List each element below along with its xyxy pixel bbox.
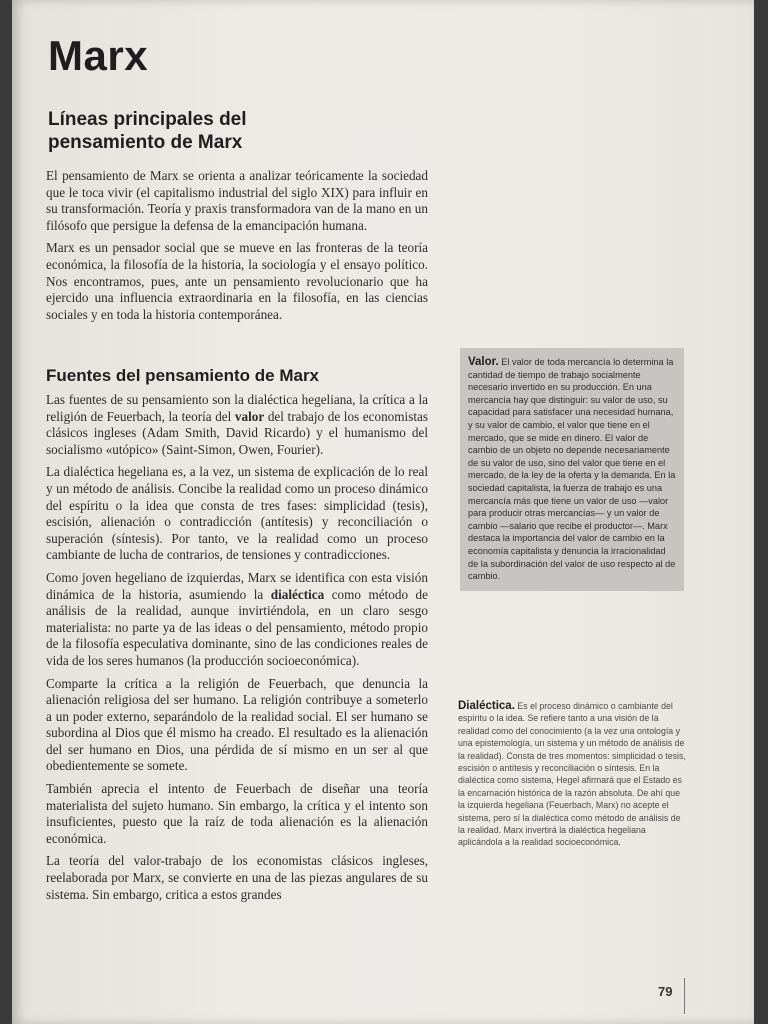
glossary-term: Dialéctica. (458, 700, 515, 712)
glossary-note-dialectica (458, 700, 686, 849)
glossary-term: Valor. (468, 356, 499, 368)
section-heading-main-lines: Líneas principales del pensamiento de Marx (48, 109, 247, 153)
text-run: como método de análisis de la realidad, aunque invirtiéndola, en un claro sesgo materialista: no parte ya de las ideas o del pensamiento, método propio de la filosofía especulativa dominante, sino de las condiciones reales de vida de los seres humanos (la producción socioeconómica). (46, 586, 428, 668)
book-page (12, 0, 754, 1024)
page-number-rule (684, 978, 685, 1014)
page-number: 79 (658, 984, 673, 999)
paragraph-value-labor: La teoría del valor-trabajo de los economistas clásicos ingleses, reelaborada por Marx, se convierte en una de las piezas angulares de su sistema. Sin embargo, critica a estos grandes (46, 853, 428, 902)
paragraph-1: El pensamiento de Marx se orienta a analizar teóricamente la sociedad que le toca vivir (el capitalismo industrial del siglo XIX) para influir en su transformación. Teoría y praxis transformadora van de la mano en un filósofo que persigue la defensa de la emancipación humana. (46, 168, 428, 233)
sources-text-block (46, 392, 428, 909)
section-heading-sources: Fuentes del pensamiento de Marx (46, 366, 320, 385)
text-run: Como joven hegeliano de izquierdas, Marx se identifica con esta visión dinámica de la historia, asumiendo la (46, 569, 428, 602)
glossary-definition: El valor de toda mercancía lo determina la cantidad de tiempo de trabajo socialmente necesario invertido en su producción. En una mercancía hay que distinguir: su valor de uso, su capacidad para satisfacer una necesidad humana, y su valor de cambio, el valor que tiene en el mercado, que se mide en dinero. El valor de cambio de un objeto no depende necesariamente de su valor de uso, sino del valor que tiene en el mercado, de la ley de la oferta y la demanda. En la sociedad capitalista, la fuerza de trabajo es una mercancía más que tiene un valor de uso —valor para producir otras mercancías— y un valor de cambio —salario que recibe el productor—. Marx destaca la importancia del valor de cambio en la economía capitalista y denuncia la irracionalidad de la subordinación del valor de uso respecto al de cambio. (468, 357, 676, 582)
text-run: del trabajo de los economistas clásicos ingleses (Adam Smith, David Ricardo) y el humanismo del socialismo «utópico» (Saint-Simon, Owen, Fourier). (46, 408, 428, 457)
glossary-definition: Es el proceso dinámico o cambiante del espíritu o la idea. Se refiere tanto a una visión de la realidad como del conocimiento (a la vez una ontología y una epistemología, un sistema y un método de análisis de la realidad). Consta de tres momentos: simplicidad o tesis, escisión o antítesis y reconciliación o síntesis. En la dialéctica como sistema, Hegel afirmará que el Estado es la encarnación histórica de la razón absoluta. De ahí que la izquierda hegeliana (Feuerbach, Marx) no acepte el sistema, pero sí la dialéctica como método de análisis de la realidad. Marx invertirá la dialéctica hegeliana aplicándola a la realidad socioeconómica. (458, 701, 686, 848)
keyword-dialectica: dialéctica (270, 586, 325, 602)
page-title: Marx (48, 32, 149, 79)
paragraph-sources (46, 392, 428, 458)
paragraph-2: Marx es un pensador social que se mueve en las fronteras de la teoría económica, la filosofía de la historia, la sociología y el ensayo político. Nos encontramos, pues, ante un pensamiento revolucionario que ha ejercido una influencia extraordinaria en la filosofía, en las ciencias sociales y en toda la historia contemporánea. (46, 240, 428, 322)
glossary-box-valor (460, 348, 684, 591)
paragraph-hegelian-dialectic: La dialéctica hegeliana es, a la vez, un sistema de explicación de lo real y un método de análisis. Concibe la realidad como un proceso dinámico del espíritu o la idea que consta de tres fases: simplicidad (tesis), escisión, alienación o contradicción (antítesis) y reconciliación o superación (síntesis). Por tanto, ve la realidad como un proceso cambiante de lucha de contrarios, de tensiones y contradicciones. (46, 464, 428, 563)
paragraph-young-hegelian (46, 570, 428, 670)
text-run: Las fuentes de su pensamiento son la dialéctica hegeliana, la crítica a la religión de Feuerbach, la teoría del (46, 392, 428, 424)
paragraph-feuerbach-critique: Comparte la crítica a la religión de Feuerbach, que denuncia la alienación religiosa del ser humano. La religión contribuye a someterlo a un poder externo, separándolo de la realidad social. El ser humano se subordina al Dios que él mismo ha creado. El resultado es la alienación del ser humano en Dios, una pérdida de sí mismo en un ser al que obedientemente se somete. (46, 675, 428, 774)
paragraph-feuerbach-materialism: También aprecia el intento de Feuerbach de diseñar una teoría materialista del sujeto humano. Sin embargo, la crítica y el intento son insuficientes, puesto que la raíz de toda alienación es la alienación económica. (46, 781, 428, 846)
intro-text-block (46, 168, 428, 329)
keyword-valor: valor (234, 408, 265, 424)
